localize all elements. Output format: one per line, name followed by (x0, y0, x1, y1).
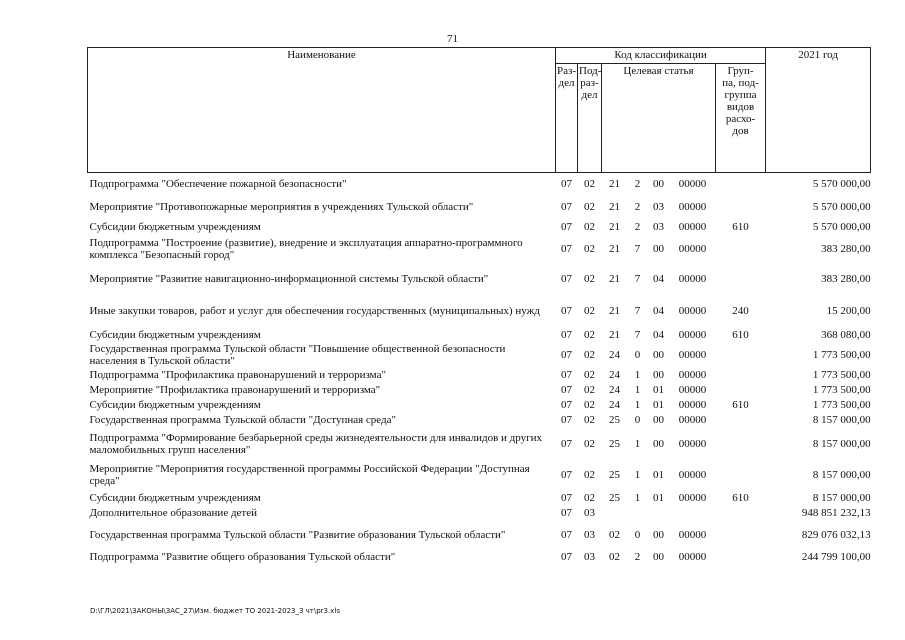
row-target-program: 25 (609, 468, 620, 481)
row-amount-2021: 829 076 032,13 (801, 528, 871, 541)
row-expense-group (716, 506, 766, 521)
row-podrazdel: 02 (584, 437, 595, 450)
table-row (88, 521, 871, 549)
row-target-subprogram: 1 (634, 468, 641, 481)
row-target-subprogram: 0 (634, 414, 641, 426)
header-target-article: Целевая статья (602, 64, 716, 173)
row-target-program: 21 (609, 200, 620, 213)
row-name: Субсидии бюджетным учреждениям (89, 221, 261, 233)
row-podrazdel: 02 (584, 369, 595, 381)
row-target-program: 24 (609, 369, 620, 381)
row-target-program: 21 (609, 305, 620, 317)
row-target-program (602, 506, 628, 521)
row-target-measure: 01 (653, 384, 664, 396)
row-amount-2021: 8 157 000,00 (812, 468, 871, 481)
table-row (88, 173, 871, 195)
table-header (88, 48, 871, 173)
table-row (88, 328, 871, 342)
row-podrazdel: 03 (584, 507, 595, 519)
table-row (88, 342, 871, 368)
row-target-program: 21 (609, 328, 620, 341)
row-target-program: 25 (609, 414, 620, 426)
row-name: Подпрограмма "Развитие общего образования Тульской области" (89, 550, 396, 563)
row-target-direction: 00000 (678, 177, 707, 190)
row-expense-group (716, 173, 766, 195)
row-target-measure: 00 (653, 414, 664, 426)
table-row (88, 506, 871, 521)
row-name: Дополнительное образование детей (89, 507, 258, 519)
row-name: Подпрограмма "Профилактика правонарушений и терроризма" (89, 369, 386, 381)
row-name: Мероприятие "Развитие навигационно-информационной системы Тульской области" (89, 272, 489, 285)
row-amount-2021: 1 773 500,00 (812, 369, 871, 381)
row-expense-group (716, 195, 766, 219)
row-amount-2021: 5 570 000,00 (812, 177, 871, 190)
row-expense-group: 610 (732, 491, 749, 504)
row-amount-2021: 8 157 000,00 (812, 414, 871, 426)
row-amount-2021: 368 080,00 (821, 328, 871, 341)
row-amount-2021: 15 200,00 (826, 305, 871, 317)
row-name: Государственная программа Тульской области "Развитие образования Тульской области" (89, 528, 506, 541)
row-razdel: 07 (561, 384, 572, 396)
row-expense-group (716, 368, 766, 383)
row-podrazdel: 03 (584, 550, 595, 563)
row-name: Подпрограмма "Обеспечение пожарной безопасности" (89, 177, 347, 190)
row-razdel: 07 (561, 528, 572, 541)
header-podrazdel-text: Под- раз- дел (579, 65, 602, 101)
row-target-subprogram: 1 (634, 384, 641, 396)
row-podrazdel: 02 (584, 305, 595, 317)
row-target-direction: 00000 (678, 272, 707, 285)
table-row (88, 295, 871, 328)
row-expense-group: 610 (732, 328, 749, 341)
table-row (88, 219, 871, 236)
table-row (88, 383, 871, 398)
table-row (88, 460, 871, 490)
row-razdel: 07 (561, 348, 572, 361)
row-target-program: 21 (609, 272, 620, 285)
header-name: Наименование (88, 48, 556, 173)
row-razdel: 07 (561, 369, 572, 381)
row-target-measure: 00 (653, 437, 664, 450)
row-target-subprogram: 7 (634, 243, 641, 255)
row-name: Иные закупки товаров, работ и услуг для обеспечения государственных (муниципальных) нужд (89, 305, 540, 317)
row-target-direction: 00000 (678, 414, 707, 426)
row-podrazdel: 02 (584, 272, 595, 285)
table-row (88, 195, 871, 219)
page-number: 71 (447, 33, 458, 45)
row-target-subprogram: 7 (634, 328, 641, 341)
row-expense-group (716, 460, 766, 490)
row-expense-group (716, 383, 766, 398)
row-target-program: 21 (609, 243, 620, 255)
row-target-subprogram: 0 (634, 528, 641, 541)
row-expense-group (716, 236, 766, 263)
row-target-subprogram: 1 (634, 437, 641, 450)
header-expense-group-text: Груп- па, под- группа видов расхо- дов (722, 65, 759, 137)
row-target-direction (670, 506, 716, 521)
row-name: Субсидии бюджетным учреждениям (89, 491, 261, 504)
row-expense-group (716, 521, 766, 549)
row-target-measure: 04 (653, 328, 664, 341)
row-razdel: 07 (561, 550, 572, 563)
row-razdel: 07 (561, 243, 572, 255)
row-target-direction: 00000 (678, 437, 707, 450)
header-year: 2021 год (766, 48, 871, 173)
row-expense-group (716, 413, 766, 428)
header-classification: Код классификации (556, 48, 766, 64)
row-target-measure: 03 (653, 221, 664, 233)
row-podrazdel: 02 (584, 348, 595, 361)
table-row (88, 398, 871, 413)
row-target-direction: 00000 (678, 399, 707, 411)
row-amount-2021: 1 773 500,00 (812, 384, 871, 396)
header-podrazdel (578, 64, 602, 173)
row-name: Мероприятие "Мероприятия государственной программы Российской Федерации "Доступная среда" (89, 462, 530, 487)
row-amount-2021: 948 851 232,13 (801, 507, 871, 519)
row-target-measure: 04 (653, 272, 664, 285)
row-target-subprogram: 1 (634, 491, 641, 504)
row-target-subprogram (628, 506, 648, 521)
row-target-measure: 04 (653, 305, 664, 317)
table-row (88, 490, 871, 506)
row-target-direction: 00000 (678, 384, 707, 396)
row-name: Мероприятие "Противопожарные мероприятия в учреждениях Тульской области" (89, 200, 474, 213)
row-expense-group: 240 (732, 305, 749, 317)
row-name: Подпрограмма "Формирование безбарьерной среды жизнедеятельности для инвалидов и других маломобильных групп населения" (89, 431, 543, 456)
row-target-program: 21 (609, 177, 620, 190)
row-target-program: 24 (609, 348, 620, 361)
row-target-subprogram: 2 (634, 200, 641, 213)
row-podrazdel: 02 (584, 384, 595, 396)
row-razdel: 07 (561, 507, 572, 519)
row-podrazdel: 02 (584, 221, 595, 233)
row-razdel: 07 (561, 414, 572, 426)
row-podrazdel: 02 (584, 177, 595, 190)
row-amount-2021: 383 280,00 (821, 243, 871, 255)
row-amount-2021: 5 570 000,00 (812, 200, 871, 213)
row-target-program: 02 (609, 528, 620, 541)
row-target-subprogram: 7 (634, 305, 641, 317)
header-expense-group (716, 64, 766, 173)
header-razdel-text: Раз- дел (557, 65, 577, 89)
row-target-direction: 00000 (678, 491, 707, 504)
row-podrazdel: 02 (584, 328, 595, 341)
row-target-direction: 00000 (678, 328, 707, 341)
row-target-direction: 00000 (678, 550, 707, 563)
row-razdel: 07 (561, 221, 572, 233)
row-target-program: 25 (609, 437, 620, 450)
row-name: Государственная программа Тульской области "Повышение общественной безопасности населения в Тульской области" (89, 342, 506, 367)
row-target-direction: 00000 (678, 348, 707, 361)
row-podrazdel: 02 (584, 468, 595, 481)
row-target-subprogram: 1 (634, 369, 641, 381)
row-amount-2021: 244 799 100,00 (801, 550, 871, 563)
row-target-measure: 00 (653, 243, 664, 255)
row-target-measure: 00 (653, 348, 664, 361)
row-razdel: 07 (561, 468, 572, 481)
row-razdel: 07 (561, 305, 572, 317)
row-expense-group (716, 428, 766, 460)
budget-table (87, 47, 871, 565)
row-target-direction: 00000 (678, 200, 707, 213)
table-row (88, 263, 871, 295)
table-row (88, 549, 871, 565)
row-target-measure: 03 (653, 200, 664, 213)
row-target-measure: 00 (653, 528, 664, 541)
row-target-measure: 00 (653, 177, 664, 190)
row-podrazdel: 02 (584, 243, 595, 255)
table-row (88, 428, 871, 460)
row-podrazdel: 02 (584, 491, 595, 504)
row-expense-group (716, 263, 766, 295)
row-expense-group: 610 (732, 221, 749, 233)
row-razdel: 07 (561, 200, 572, 213)
row-amount-2021: 8 157 000,00 (812, 491, 871, 504)
row-target-measure: 00 (653, 550, 664, 563)
row-razdel: 07 (561, 328, 572, 341)
row-amount-2021: 1 773 500,00 (812, 399, 871, 411)
row-razdel: 07 (561, 177, 572, 190)
row-podrazdel: 02 (584, 414, 595, 426)
row-target-program: 02 (609, 550, 620, 563)
table-row (88, 368, 871, 383)
row-target-subprogram: 7 (634, 272, 641, 285)
row-target-program: 24 (609, 399, 620, 411)
table-body (88, 173, 871, 565)
row-target-direction: 00000 (678, 369, 707, 381)
row-name: Государственная программа Тульской области "Доступная среда" (89, 414, 397, 426)
row-razdel: 07 (561, 491, 572, 504)
row-target-subprogram: 1 (634, 399, 641, 411)
row-name: Подпрограмма "Построение (развитие), внедрение и эксплуатация аппаратно-программного комплекса "Безопасный город" (89, 237, 523, 261)
row-target-program: 24 (609, 384, 620, 396)
row-razdel: 07 (561, 272, 572, 285)
row-name: Мероприятие "Профилактика правонарушений и терроризма" (89, 384, 381, 396)
row-target-subprogram: 2 (634, 550, 641, 563)
row-target-direction: 00000 (678, 305, 707, 317)
row-expense-group (716, 342, 766, 368)
row-target-subprogram: 2 (634, 221, 641, 233)
row-target-measure (648, 506, 670, 521)
header-razdel (556, 64, 578, 173)
row-amount-2021: 8 157 000,00 (812, 437, 871, 450)
row-amount-2021: 1 773 500,00 (812, 348, 871, 361)
row-podrazdel: 02 (584, 200, 595, 213)
row-expense-group: 610 (732, 399, 749, 411)
row-amount-2021: 5 570 000,00 (812, 221, 871, 233)
table-row (88, 413, 871, 428)
row-target-measure: 00 (653, 369, 664, 381)
row-target-subprogram: 0 (634, 348, 641, 361)
row-podrazdel: 02 (584, 399, 595, 411)
table-row (88, 236, 871, 263)
row-target-program: 21 (609, 221, 620, 233)
row-name: Субсидии бюджетным учреждениям (89, 399, 261, 411)
row-target-subprogram: 2 (634, 177, 641, 190)
row-target-measure: 01 (653, 468, 664, 481)
row-razdel: 07 (561, 399, 572, 411)
row-target-direction: 00000 (678, 468, 707, 481)
row-name: Субсидии бюджетным учреждениям (89, 328, 261, 341)
footer-file-path: D:\ГЛ\2021\ЗАКОНЫ\ЗАС_27\Изм. бюджет ТО 2021-2023_3 чт\pr3.xls (90, 607, 340, 615)
row-target-measure: 01 (653, 491, 664, 504)
row-target-program: 25 (609, 491, 620, 504)
row-target-direction: 00000 (678, 243, 707, 255)
row-razdel: 07 (561, 437, 572, 450)
row-target-direction: 00000 (678, 528, 707, 541)
row-amount-2021: 383 280,00 (821, 272, 871, 285)
row-target-measure: 01 (653, 399, 664, 411)
row-expense-group (716, 549, 766, 565)
row-target-direction: 00000 (678, 221, 707, 233)
row-podrazdel: 03 (584, 528, 595, 541)
